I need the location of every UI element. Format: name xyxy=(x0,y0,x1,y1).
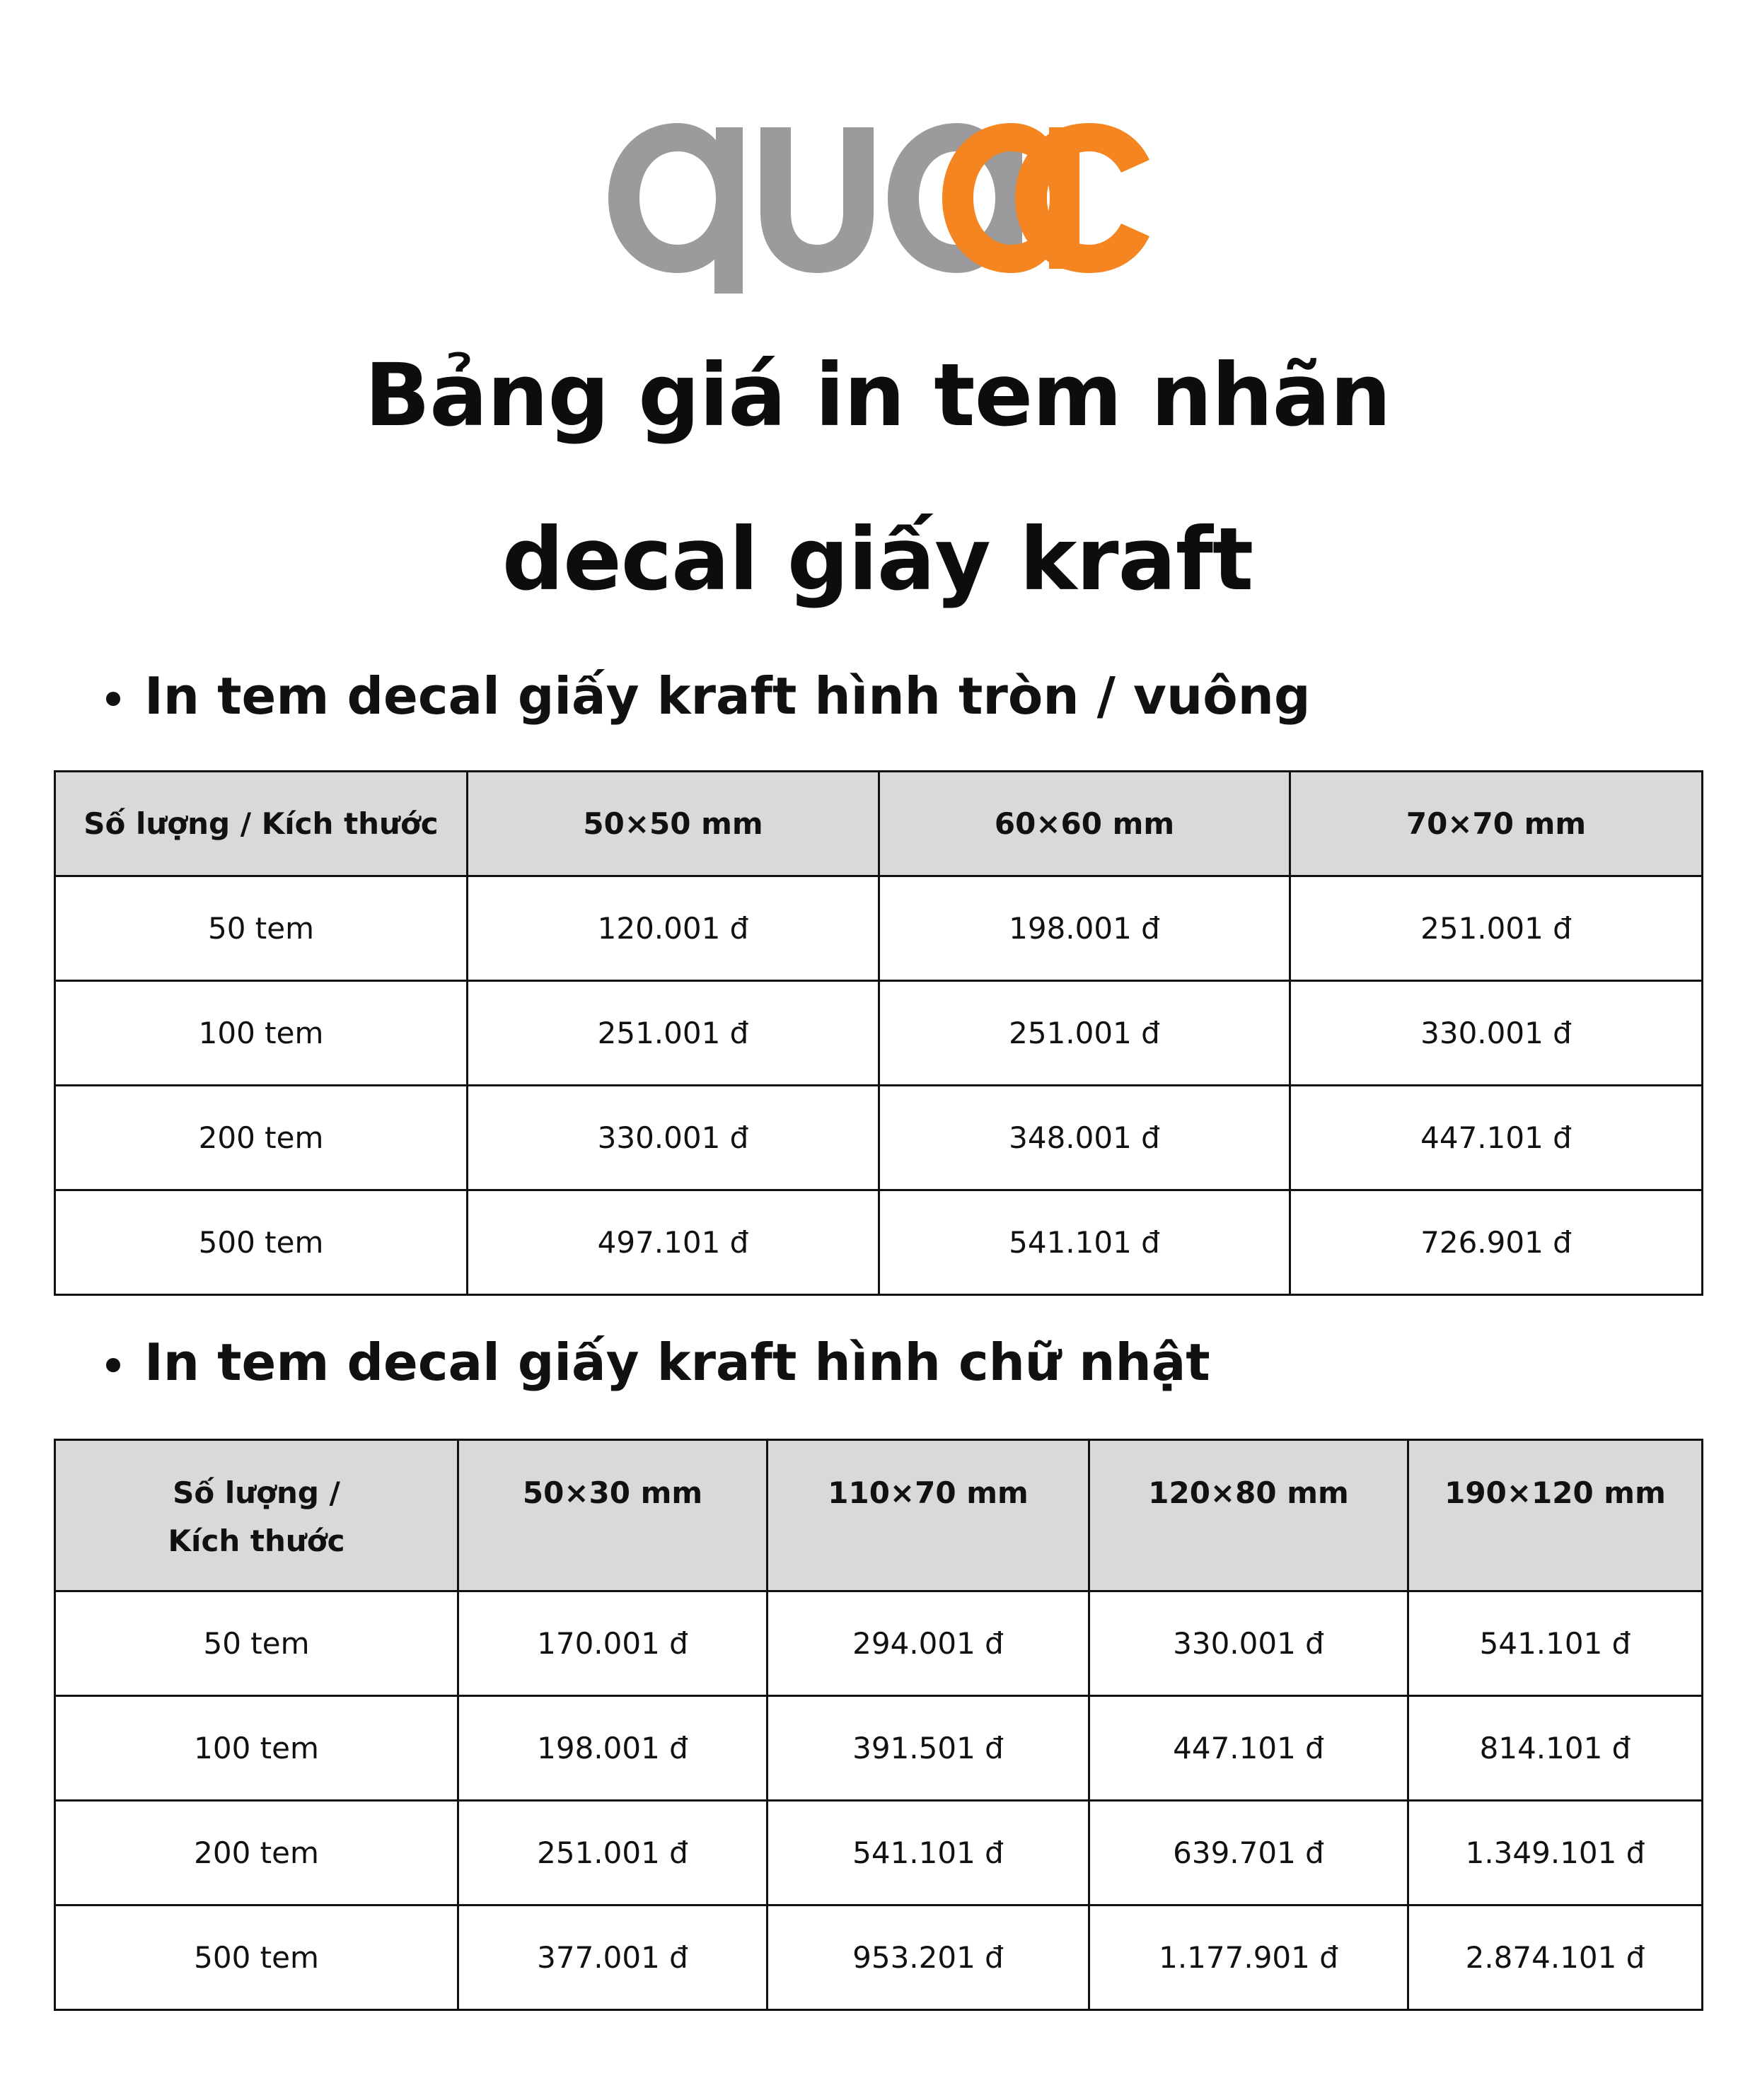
header-cell-text: Số lượng / Kích thước xyxy=(168,1475,345,1558)
section-heading-rectangle xyxy=(106,1333,1210,1392)
page-title-line-1: Bảng giá in tem nhãn xyxy=(364,345,1391,446)
header-cell: 60×60 mm xyxy=(879,772,1290,876)
price-cell: 330.001 đ xyxy=(1290,981,1703,1086)
price-table-round-square xyxy=(54,770,1703,1296)
price-cell: 377.001 đ xyxy=(458,1905,768,2010)
table-row xyxy=(55,1591,1703,1696)
price-cell: 2.874.101 đ xyxy=(1408,1905,1703,2010)
table-row xyxy=(55,1905,1703,2010)
price-cell: 348.001 đ xyxy=(879,1086,1290,1190)
quantity-cell: 50 tem xyxy=(55,1591,458,1696)
table-row xyxy=(55,981,1703,1086)
header-cell xyxy=(55,1440,458,1591)
logo-a-icon xyxy=(941,123,1160,293)
price-cell: 497.101 đ xyxy=(468,1190,879,1295)
price-cell: 541.101 đ xyxy=(879,1190,1290,1295)
price-cell: 447.101 đ xyxy=(1290,1086,1703,1190)
price-cell: 391.501 đ xyxy=(768,1696,1089,1801)
quantity-cell: 500 tem xyxy=(55,1190,468,1295)
price-cell: 251.001 đ xyxy=(468,981,879,1086)
price-cell: 447.101 đ xyxy=(1089,1696,1408,1801)
header-cell: 120×80 mm xyxy=(1089,1440,1408,1591)
price-cell: 1.349.101 đ xyxy=(1408,1801,1703,1905)
quantity-cell: 50 tem xyxy=(55,876,468,981)
table-header-row xyxy=(55,1440,1703,1591)
logo-orange-a xyxy=(941,123,1160,293)
price-table-rectangle xyxy=(54,1439,1703,2011)
price-cell: 953.201 đ xyxy=(768,1905,1089,2010)
header-cell: 70×70 mm xyxy=(1290,772,1703,876)
quantity-cell: 500 tem xyxy=(55,1905,458,2010)
price-cell: 251.001 đ xyxy=(458,1801,768,1905)
price-cell: 639.701 đ xyxy=(1089,1801,1408,1905)
price-cell: 294.001 đ xyxy=(768,1591,1089,1696)
price-cell: 1.177.901 đ xyxy=(1089,1905,1408,2010)
bullet-icon xyxy=(106,692,120,706)
price-cell: 330.001 đ xyxy=(1089,1591,1408,1696)
price-cell: 198.001 đ xyxy=(879,876,1290,981)
page-title-line-2: decal giấy kraft xyxy=(502,509,1253,610)
price-cell: 120.001 đ xyxy=(468,876,879,981)
quantity-cell: 100 tem xyxy=(55,1696,458,1801)
price-cell: 170.001 đ xyxy=(458,1591,768,1696)
price-cell: 330.001 đ xyxy=(468,1086,879,1190)
price-cell: 541.101 đ xyxy=(768,1801,1089,1905)
table-row xyxy=(55,1801,1703,1905)
quantity-cell: 200 tem xyxy=(55,1086,468,1190)
price-cell: 251.001 đ xyxy=(1290,876,1703,981)
table-row xyxy=(55,876,1703,981)
quantity-cell: 200 tem xyxy=(55,1801,458,1905)
header-cell: 110×70 mm xyxy=(768,1440,1089,1591)
header-cell: 50×30 mm xyxy=(458,1440,768,1591)
price-cell: 726.901 đ xyxy=(1290,1190,1703,1295)
bullet-icon xyxy=(106,1358,120,1372)
table-row xyxy=(55,1086,1703,1190)
section-heading-text: In tem decal giấy kraft hình chữ nhật xyxy=(144,1333,1210,1392)
table-row xyxy=(55,1696,1703,1801)
table-header-row xyxy=(55,772,1703,876)
price-cell: 541.101 đ xyxy=(1408,1591,1703,1696)
price-cell: 814.101 đ xyxy=(1408,1696,1703,1801)
header-cell: 50×50 mm xyxy=(468,772,879,876)
section-heading-round-square xyxy=(106,666,1311,726)
header-cell: Số lượng / Kích thước xyxy=(55,772,468,876)
section-heading-text: In tem decal giấy kraft hình tròn / vuông xyxy=(144,666,1311,726)
price-cell: 251.001 đ xyxy=(879,981,1290,1086)
price-cell: 198.001 đ xyxy=(458,1696,768,1801)
quantity-cell: 100 tem xyxy=(55,981,468,1086)
header-cell: 190×120 mm xyxy=(1408,1440,1703,1591)
table-row xyxy=(55,1190,1703,1295)
